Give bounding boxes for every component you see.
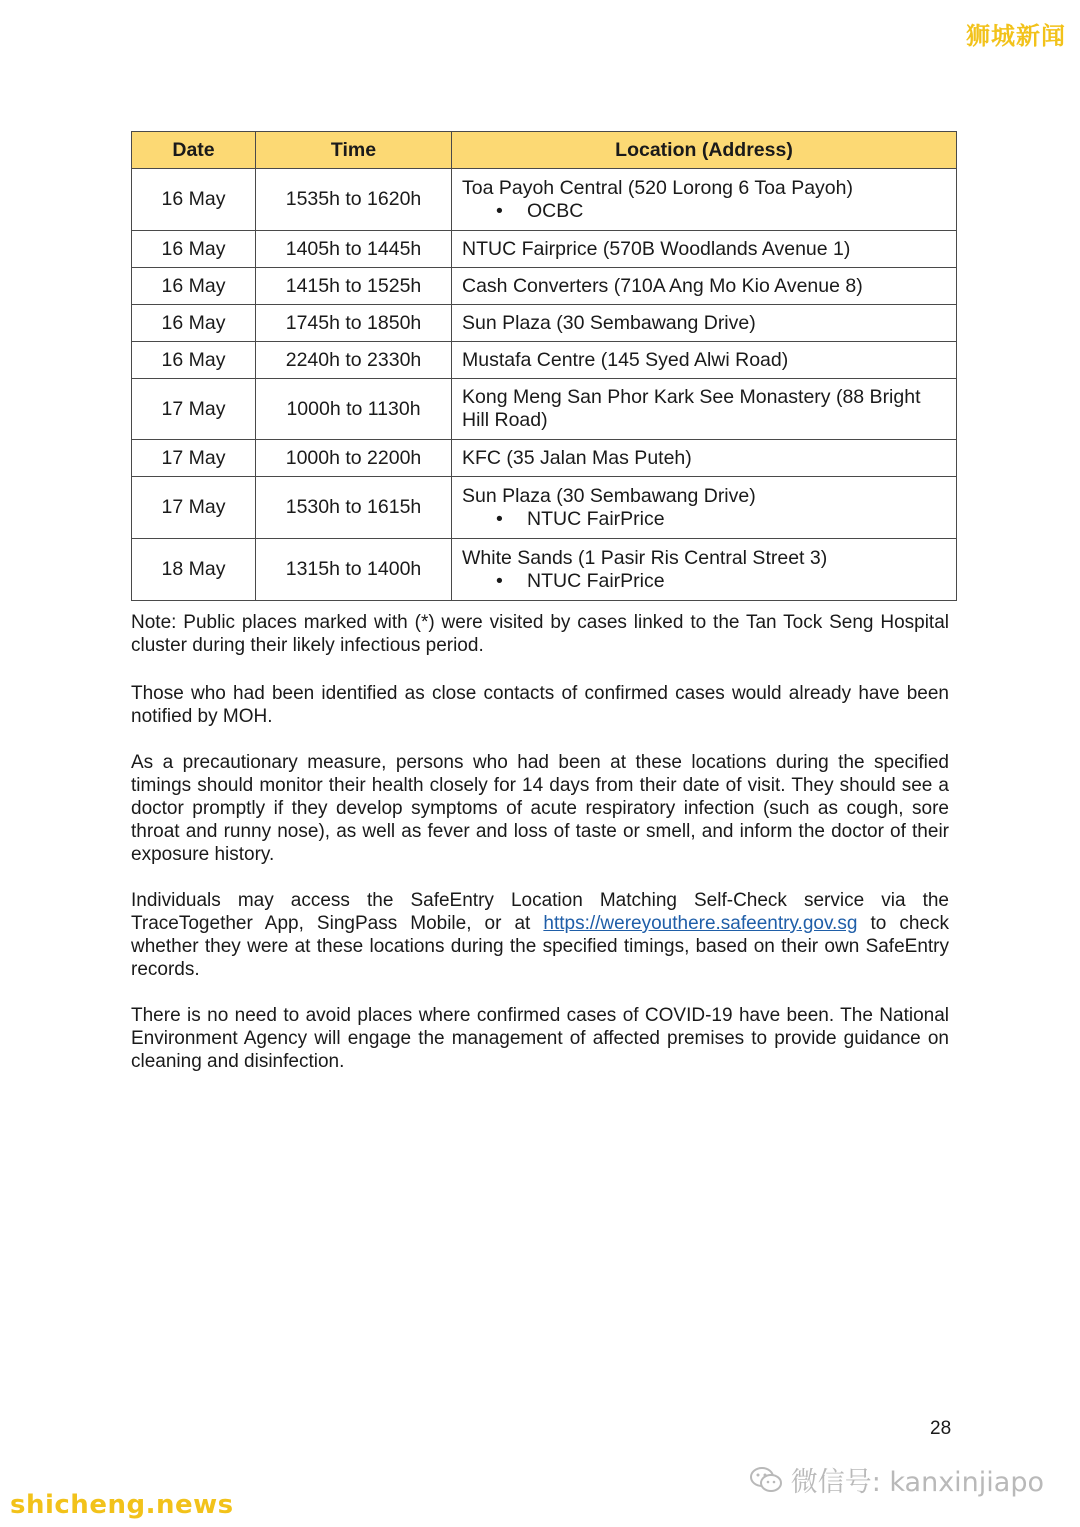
close-contacts-paragraph: Those who had been identified as close contacts of confirmed cases would already have been notified by MOH. [131, 683, 949, 727]
row-time: 1415h to 1525h [256, 268, 452, 305]
table-row [132, 477, 957, 539]
wechat-id-text: 微信号: kanxinjiapo [790, 1467, 1044, 1498]
location-sub-bullet [462, 508, 946, 531]
row-date: 18 May [132, 539, 256, 601]
location-address: Sun Plaza (30 Sembawang Drive) [462, 311, 756, 334]
row-location [452, 342, 957, 379]
row-location [452, 477, 957, 539]
safeentry-paragraph [131, 889, 949, 981]
row-location [452, 169, 957, 231]
location-address: Sun Plaza (30 Sembawang Drive) [462, 484, 756, 507]
watermark-logo-top: 狮城新闻 [966, 22, 1066, 50]
location-address: Mustafa Centre (145 Syed Alwi Road) [462, 348, 789, 371]
safeentry-text-before: Individuals may access the SafeEntry Location Matching Self-Check service via the TraceTogether App, SingPass Mobile, or at [131, 890, 949, 934]
row-date: 17 May [132, 440, 256, 477]
row-date: 16 May [132, 305, 256, 342]
row-date: 17 May [132, 477, 256, 539]
row-date: 16 May [132, 268, 256, 305]
row-time: 1000h to 2200h [256, 440, 452, 477]
location-address: White Sands (1 Pasir Ris Central Street 3) [462, 546, 828, 569]
row-location [452, 440, 957, 477]
row-time: 1535h to 1620h [256, 169, 452, 231]
wechat-watermark [749, 1460, 1044, 1499]
table-row [132, 440, 957, 477]
table-row [132, 231, 957, 268]
row-time: 1530h to 1615h [256, 477, 452, 539]
location-sub: OCBC [527, 199, 584, 222]
row-date: 16 May [132, 342, 256, 379]
row-location [452, 231, 957, 268]
row-location [452, 268, 957, 305]
header-location: Location (Address) [452, 132, 957, 169]
row-location [452, 379, 957, 440]
location-address: Toa Payoh Central (520 Lorong 6 Toa Payoh) [462, 176, 853, 199]
safeentry-link[interactable]: https://wereyouthere.safeentry.gov.sg [543, 913, 858, 934]
exposure-locations-table [131, 131, 957, 601]
table-row [132, 305, 957, 342]
row-location [452, 539, 957, 601]
location-sub-bullet [462, 570, 946, 593]
row-time: 2240h to 2330h [256, 342, 452, 379]
safeentry-text-after: to check whether they were at these locations during the specified timings, based on their own SafeEntry records. [131, 913, 949, 980]
table-row [132, 379, 957, 440]
row-time: 1405h to 1445h [256, 231, 452, 268]
location-sub: NTUC FairPrice [527, 507, 665, 530]
location-address: Kong Meng San Phor Kark See Monastery (88 Bright Hill Road) [462, 386, 921, 431]
no-need-paragraph: There is no need to avoid places where confirmed cases of COVID-19 have been. The National Environment Agency will engage the management of affected premises to provide guidance on cleaning and disinfection. [131, 1005, 949, 1072]
header-date: Date [132, 132, 256, 169]
row-time: 1315h to 1400h [256, 539, 452, 601]
location-address: KFC (35 Jalan Mas Puteh) [462, 446, 692, 469]
precaution-paragraph: As a precautionary measure, persons who had been at these locations during the specified timings should monitor their health closely for 14 days from their date of visit. They should see a doctor promptly if they develop symptoms of acute respiratory infection (such as cough, sore throat and runny nose), as well as fever and loss of taste or smell, and inform the doctor of their exposure history. [131, 752, 949, 865]
bullet-icon: • [496, 199, 503, 222]
note-paragraph: Note: Public places marked with (*) were visited by cases linked to the Tan Tock Seng Hospital cluster during their likely infectious period. [131, 612, 949, 656]
header-time: Time [256, 132, 452, 169]
row-date: 16 May [132, 231, 256, 268]
location-sub: NTUC FairPrice [527, 569, 665, 592]
location-sub-bullet [462, 200, 946, 223]
row-time: 1745h to 1850h [256, 305, 452, 342]
wechat-icon [749, 1465, 783, 1495]
bullet-icon: • [496, 569, 503, 592]
row-time: 1000h to 1130h [256, 379, 452, 440]
site-watermark: shicheng.news [10, 1490, 234, 1520]
row-date: 17 May [132, 379, 256, 440]
table-row [132, 539, 957, 601]
table-row [132, 342, 957, 379]
table-header-row [132, 132, 957, 169]
table-row [132, 268, 957, 305]
row-location [452, 305, 957, 342]
row-date: 16 May [132, 169, 256, 231]
location-address: Cash Converters (710A Ang Mo Kio Avenue 8) [462, 274, 863, 297]
location-address: NTUC Fairprice (570B Woodlands Avenue 1) [462, 237, 851, 260]
table-row [132, 169, 957, 231]
page-number: 28 [930, 1418, 952, 1439]
table-body [132, 169, 957, 601]
bullet-icon: • [496, 507, 503, 530]
